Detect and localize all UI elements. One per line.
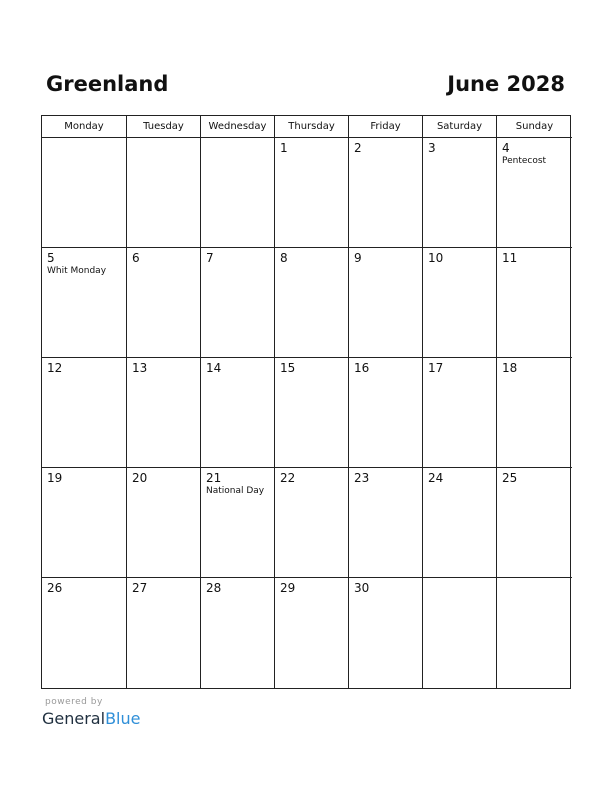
day-cell [423, 248, 497, 358]
day-number: 12 [47, 361, 63, 375]
day-number: 11 [502, 251, 518, 265]
day-cell [349, 138, 423, 248]
day-cell [349, 468, 423, 578]
day-number: 22 [280, 471, 296, 485]
day-cell [127, 358, 201, 468]
day-number: 16 [354, 361, 370, 375]
powered-by-text: powered by [45, 697, 103, 707]
day-cell [201, 358, 275, 468]
day-cell [201, 248, 275, 358]
page-title: Greenland [46, 72, 169, 96]
month-title: June 2028 [447, 72, 565, 96]
day-number: 13 [132, 361, 148, 375]
day-number: 5 [47, 251, 55, 265]
weekday-header-tuesday: Tuesday [127, 116, 201, 138]
day-cell [349, 248, 423, 358]
day-number: 24 [428, 471, 444, 485]
weekday-header-wednesday: Wednesday [201, 116, 275, 138]
day-number: 29 [280, 581, 296, 595]
day-number: 15 [280, 361, 296, 375]
holiday-label: Whit Monday [47, 266, 107, 276]
day-cell [275, 578, 349, 688]
day-cell [42, 468, 127, 578]
day-number: 30 [354, 581, 370, 595]
day-cell [497, 138, 572, 248]
day-cell [42, 358, 127, 468]
day-number: 21 [206, 471, 222, 485]
day-cell [349, 358, 423, 468]
day-cell [423, 358, 497, 468]
generalblue-logo[interactable] [42, 697, 140, 729]
day-cell [275, 468, 349, 578]
day-cell [423, 578, 497, 688]
brand-blue-text: Blue [105, 709, 141, 728]
day-cell [349, 578, 423, 688]
weekday-header-thursday: Thursday [275, 116, 349, 138]
holiday-label: Pentecost [502, 156, 547, 166]
day-cell [201, 468, 275, 578]
day-number: 18 [502, 361, 518, 375]
day-number: 14 [206, 361, 222, 375]
day-cell [423, 468, 497, 578]
day-number: 28 [206, 581, 222, 595]
day-number: 25 [502, 471, 518, 485]
calendar-grid [41, 115, 571, 689]
day-number: 17 [428, 361, 444, 375]
weekday-header-saturday: Saturday [423, 116, 497, 138]
day-cell [42, 138, 127, 248]
brand-name [42, 709, 140, 729]
day-cell [127, 468, 201, 578]
brand-general-text: General [42, 709, 106, 728]
day-cell [127, 248, 201, 358]
day-number: 23 [354, 471, 370, 485]
day-cell [201, 138, 275, 248]
day-number: 1 [280, 141, 288, 155]
day-cell [275, 138, 349, 248]
day-number: 8 [280, 251, 288, 265]
day-cell [42, 578, 127, 688]
weekday-header-sunday: Sunday [497, 116, 572, 138]
day-number: 2 [354, 141, 362, 155]
day-cell [423, 138, 497, 248]
day-cell [275, 248, 349, 358]
day-cell [127, 578, 201, 688]
day-cell [275, 358, 349, 468]
day-number: 20 [132, 471, 148, 485]
day-number: 9 [354, 251, 362, 265]
day-cell [127, 138, 201, 248]
day-cell [201, 578, 275, 688]
day-number: 27 [132, 581, 148, 595]
day-number: 7 [206, 251, 214, 265]
day-cell [497, 248, 572, 358]
day-cell [497, 468, 572, 578]
day-number: 4 [502, 141, 510, 155]
weekday-header-monday: Monday [42, 116, 127, 138]
weekday-header-friday: Friday [349, 116, 423, 138]
day-cell [497, 358, 572, 468]
day-number: 3 [428, 141, 436, 155]
holiday-label: National Day [206, 486, 265, 496]
day-number: 10 [428, 251, 444, 265]
day-number: 19 [47, 471, 63, 485]
day-cell [497, 578, 572, 688]
day-number: 6 [132, 251, 140, 265]
day-number: 26 [47, 581, 63, 595]
day-cell [42, 248, 127, 358]
